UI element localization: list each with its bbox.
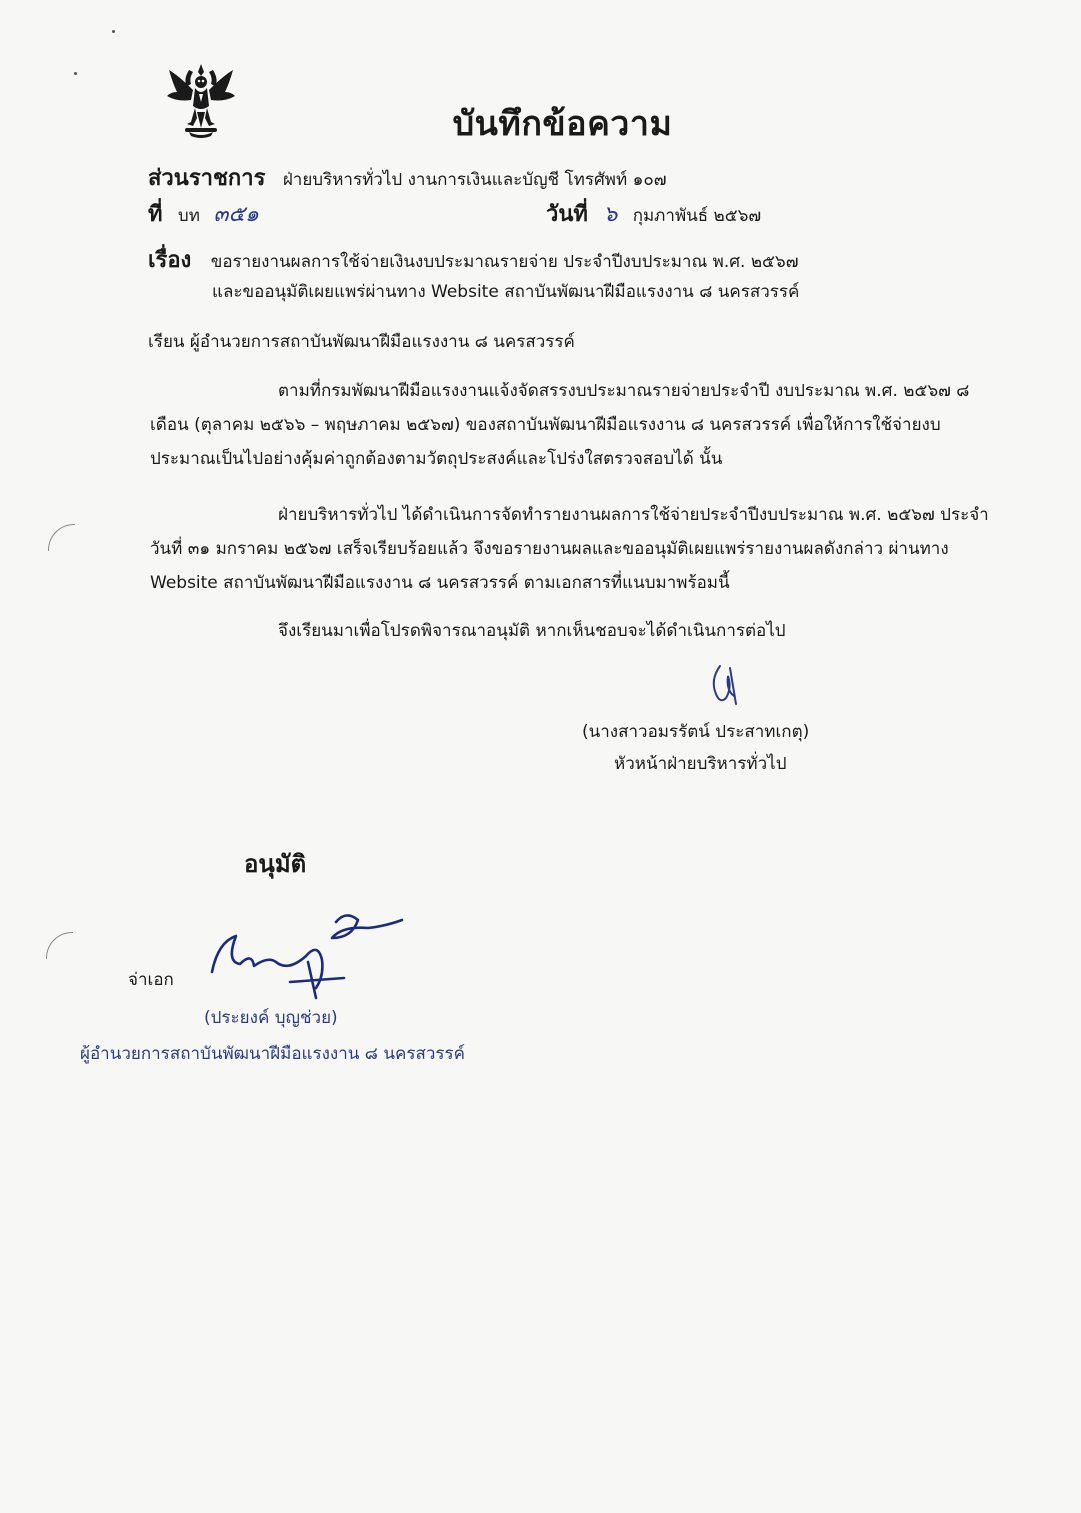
body-paragraph-3: จึงเรียนมาเพื่อโปรดพิจารณาอนุมัติ หากเห็นชอบจะได้ดำเนินการต่อไป <box>278 621 786 641</box>
agency-value: ฝ่ายบริหารทั่วไป งานการเงินและบัญชี โทรศัพท์ ๑๐๗ <box>282 170 667 190</box>
agency-label: ส่วนราชการ <box>148 166 266 191</box>
subject-text-1: ขอรายงานผลการใช้จ่ายเงินงบประมาณรายจ่าย ประจำปีงบประมาณ พ.ศ. ๒๕๖๗ <box>210 252 799 272</box>
reference-label: ที่ <box>148 202 163 227</box>
date-label: วันที่ <box>546 202 588 227</box>
signature-mark-2 <box>196 902 408 1000</box>
punch-hole-mark <box>46 932 73 959</box>
approval-position: ผู้อำนวยการสถาบันพัฒนาฝีมือแรงงาน ๘ นครสวรรค์ <box>80 1044 466 1064</box>
subject-line <box>148 242 798 277</box>
punch-hole-mark <box>48 524 75 551</box>
date-line <box>546 196 761 231</box>
date-day-handwritten: ๖ <box>603 202 618 227</box>
date-value: กุมภาพันธ์ ๒๕๖๗ <box>632 206 762 226</box>
approval-label: อนุมัติ <box>244 850 307 878</box>
reference-prefix: บท <box>177 206 200 226</box>
document-title: บันทึกข้อความ <box>452 104 673 144</box>
subject-label: เรื่อง <box>148 248 192 273</box>
scan-speck <box>74 72 77 75</box>
agency-line <box>148 160 667 195</box>
body-paragraph-1: ตามที่กรมพัฒนาฝีมือแรงงานแจ้งจัดสรรงบประมาณรายจ่ายประจำปี งบประมาณ พ.ศ. ๒๕๖๗ ๘ เดือน (ตุลาคม ๒๕๖๖ – พฤษภาคม ๒๕๖๗) ของสถาบันพัฒนาฝีมือแรงงาน ๘ นครสวรรค์ เพื่อให้การใช้จ่ายงบประมาณเป็นไปอย่างคุ้มค่าถูกต้องตามวัตถุประสงค์และโปร่งใสตรวจสอบได้ นั้น <box>150 381 970 469</box>
signer-1-position: หัวหน้าฝ่ายบริหารทั่วไป <box>614 754 787 774</box>
signature-mark-1 <box>700 660 750 710</box>
approval-name: (ประยงค์ บุญช่วย) <box>204 1008 338 1028</box>
body-paragraph-2: ฝ่ายบริหารทั่วไป ได้ดำเนินการจัดทำรายงานผลการใช้จ่ายประจำปีงบประมาณ พ.ศ. ๒๕๖๗ ประจำวันที่ ๓๑ มกราคม ๒๕๖๗ เสร็จเรียบร้อยแล้ว จึงขอรายงานผลและขออนุมัติเผยแพร่รายงานผลดังกล่าว ผ่านทาง Website สถาบันพัฒนาฝีมือแรงงาน ๘ นครสวรรค์ ตามเอกสารที่แนบมาพร้อมนี้ <box>150 505 989 593</box>
salutation: เรียน ผู้อำนวยการสถาบันพัฒนาฝีมือแรงงาน ๘ นครสวรรค์ <box>148 332 575 352</box>
scan-speck <box>112 30 115 33</box>
signer-1-name: (นางสาวอมรรัตน์ ประสาทเกตุ) <box>582 722 810 742</box>
subject-text-2: และขออนุมัติเผยแพร่ผ่านทาง Website สถาบันพัฒนาฝีมือแรงงาน ๘ นครสวรรค์ <box>212 282 800 302</box>
approval-prefix: จ่าเอก <box>128 970 174 990</box>
reference-line <box>148 196 259 231</box>
reference-number-handwritten: ๓๕๑ <box>213 202 259 227</box>
